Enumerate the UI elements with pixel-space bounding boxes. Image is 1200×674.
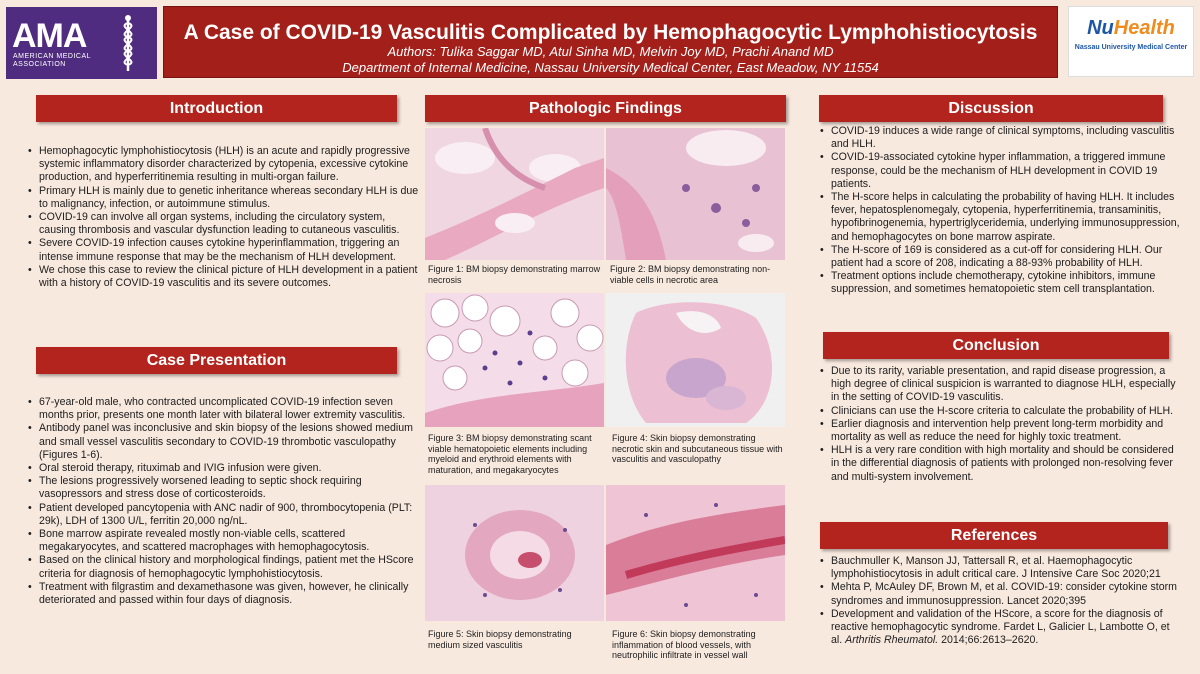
list-item: • The lesions progressively worsened leading to septic shock requiring vasopressors and stress dose of corticosteroids.: [28, 475, 420, 501]
list-item: • Antibody panel was inconclusive and skin biopsy of the lesions showed medium and small vessel vasculitis secondary to COVID-19 thrombotic vasculopathy (Figures 1-6).: [28, 422, 420, 462]
figure-3-caption: Figure 3: BM biopsy demonstrating scant viable hematopoietic elements including myeloid and erythroid elements with maturation, and megakaryocytes: [428, 433, 592, 475]
reference-text: Mehta P, McAuley DF, Brown M, et al. COVID-19: consider cytokine storm syndromes and immunosuppression. Lancet 2020;395: [831, 581, 1177, 607]
reference-journal: Arthritis Rheumatol.: [845, 634, 939, 647]
reference-item: [820, 581, 1180, 607]
pathologic-findings-heading: Pathologic Findings: [425, 95, 786, 122]
case-presentation-list: [28, 396, 420, 607]
list-item: • Treatment options include chemotherapy, cytokine inhibitors, immune suppression, and sometimes hematopoietic stem cell transplantation.: [820, 270, 1180, 296]
list-item: • We chose this case to review the clinical picture of HLH development in a patient with a history of COVID-19 vasculitis and its severe outcomes.: [28, 264, 420, 290]
ama-logo-subtitle-line: ASSOCIATION: [13, 61, 66, 68]
figure-3-image: [425, 293, 604, 427]
caduceus-icon: [106, 13, 150, 73]
list-item: • Clinicians can use the H-score criteria to calculate the probability of HLH.: [820, 405, 1180, 418]
list-item: • Oral steroid therapy, rituximab and IVIG infusion were given.: [28, 462, 420, 475]
reference-item: [820, 608, 1180, 648]
list-item: • COVID-19-associated cytokine hyper inflammation, a triggered immune response, could be the mechanism of HLH development in COVID 19 patients.: [820, 151, 1180, 191]
list-item: • Severe COVID-19 infection causes cytokine hyperinflammation, triggering an intense immune response that may be the mechanism of HLH development.: [28, 237, 420, 263]
poster-header: [163, 6, 1058, 78]
nuhealth-logo-health: Health: [1113, 17, 1175, 39]
figure-2-image: [606, 128, 785, 260]
figure-1-caption: Figure 1: BM biopsy demonstrating marrow necrosis: [428, 264, 601, 285]
figure-5-image: [425, 485, 604, 621]
ama-logo: [6, 7, 157, 79]
reference-tail: 2014;66:2613–2620.: [938, 634, 1039, 647]
list-item: • Earlier diagnosis and intervention help prevent long-term morbidity and mortality as well as reduce the need for highly toxic treatment.: [820, 418, 1180, 444]
list-item: • Due to its rarity, variable presentation, and rapid disease progression, a high degree of clinical suspicion is warranted to diagnose HLH, especially in the setting of COVID-19 vasculitis.: [820, 365, 1180, 405]
figure-6-caption: Figure 6: Skin biopsy demonstrating inflammation of blood vessels, with neutrophilic infiltrate in vessel wall: [612, 629, 756, 660]
list-item: • COVID-19 can involve all organ systems, including the circulatory system, causing thrombosis and vascular dysfunction leading to cutaneous vasculitis.: [28, 211, 420, 237]
nuhealth-logo: [1068, 6, 1194, 77]
references-list: [820, 555, 1180, 647]
list-item: • Based on the clinical history and morphological findings, patient met the HScore criteria for diagnosis of hemophagocytic lymphohistiocytosis.: [28, 554, 420, 580]
reference-text: Bauchmuller K, Manson JJ, Tattersall R, et al. Haemophagocytic lymphohistiocytosis in adult critical care. J Intensive Care Soc 2020;21: [831, 555, 1161, 581]
poster-title: A Case of COVID-19 Vasculitis Complicated by Hemophagocytic Lymphohistiocytosis: [183, 21, 1038, 44]
nuhealth-logo-subtitle: Nassau University Medical Center: [1074, 44, 1188, 51]
list-item: • Hemophagocytic lymphohistiocytosis (HLH) is an acute and rapidly progressive systemic inflammatory disorder characterized by cytopenia, excessive cytokine production, and hyperferritinemia resulting in multi-organ failure.: [28, 145, 420, 185]
figure-4-image: [606, 293, 785, 427]
references-heading: References: [820, 522, 1168, 549]
figure-5-caption: Figure 5: Skin biopsy demonstrating medium sized vasculitis: [428, 629, 572, 650]
reference-text: Development and validation of the HScore, a score for the diagnosis of reactive hemophagocytic syndrome. Fardet L, Galicier L, Lambotte O, et al.: [831, 607, 1170, 647]
list-item: • The H-score helps in calculating the probability of having HLH. It includes fever, hepatosplenomegaly, cytopenia, hyperferritinemia, transaminitis, hypofibrinogenemia, hypertriglyceridemia, underlying immunosuppression, and hemophagocytes on bone marrow aspirate.: [820, 191, 1180, 244]
list-item: • COVID-19 induces a wide range of clinical symptoms, including vasculitis and HLH.: [820, 125, 1180, 151]
introduction-heading: Introduction: [36, 95, 397, 122]
case-presentation-heading: Case Presentation: [36, 347, 397, 374]
reference-item: [820, 555, 1180, 581]
nuhealth-logo-text: [1069, 17, 1193, 40]
conclusion-list: [820, 365, 1180, 484]
poster-department: Department of Internal Medicine, Nassau University Medical Center, East Meadow, NY 11554: [342, 60, 879, 75]
figure-4-caption: Figure 4: Skin biopsy demonstrating necrotic skin and subcutaneous tissue with vasculitis and vasculopathy: [612, 433, 783, 464]
discussion-heading: Discussion: [819, 95, 1163, 122]
list-item: • Bone marrow aspirate revealed mostly non-viable cells, scattered megakaryocytes, and scattered macrophages with hemophagocytosis.: [28, 528, 420, 554]
list-item: • The H-score of 169 is considered as a cut-off for considering HLH. Our patient had a score of 208, indicating a 88-93% probability of HLH.: [820, 244, 1180, 270]
introduction-list: [28, 145, 420, 290]
figure-6-image: [606, 485, 785, 621]
ama-logo-text: AMA: [12, 17, 87, 55]
list-item: • Patient developed pancytopenia with ANC nadir of 900, thrombocytopenia (PLT: 29k), LDH of 1300 U/L, ferritin 20,000 ng/nL.: [28, 502, 420, 528]
nuhealth-logo-nu: Nu: [1087, 17, 1114, 39]
list-item: • HLH is a very rare condition with high mortality and should be considered in the differential diagnosis of patients with prolonged non-resolving fever and multi-system involvement.: [820, 444, 1180, 484]
ama-logo-subtitle-line: AMERICAN MEDICAL: [13, 53, 92, 60]
poster-authors: Authors: Tulika Saggar MD, Atul Sinha MD, Melvin Joy MD, Prachi Anand MD: [387, 44, 834, 59]
list-item: • Primary HLH is mainly due to genetic inheritance whereas secondary HLH is due to malignancy, infection, or autoimmune stimulus.: [28, 185, 420, 211]
figure-2-caption: Figure 2: BM biopsy demonstrating non-viable cells in necrotic area: [610, 264, 771, 285]
list-item: • 67-year-old male, who contracted uncomplicated COVID-19 infection seven months prior, presents one month later with bilateral lower extremity vasculitis.: [28, 396, 420, 422]
conclusion-heading: Conclusion: [823, 332, 1169, 359]
ama-logo-subtitle: [13, 53, 91, 69]
list-item: • Treatment with filgrastim and dexamethasone was given, however, he clinically deteriorated and passed within four days of diagnosis.: [28, 581, 420, 607]
discussion-list: [820, 125, 1180, 297]
figure-1-image: [425, 128, 604, 260]
